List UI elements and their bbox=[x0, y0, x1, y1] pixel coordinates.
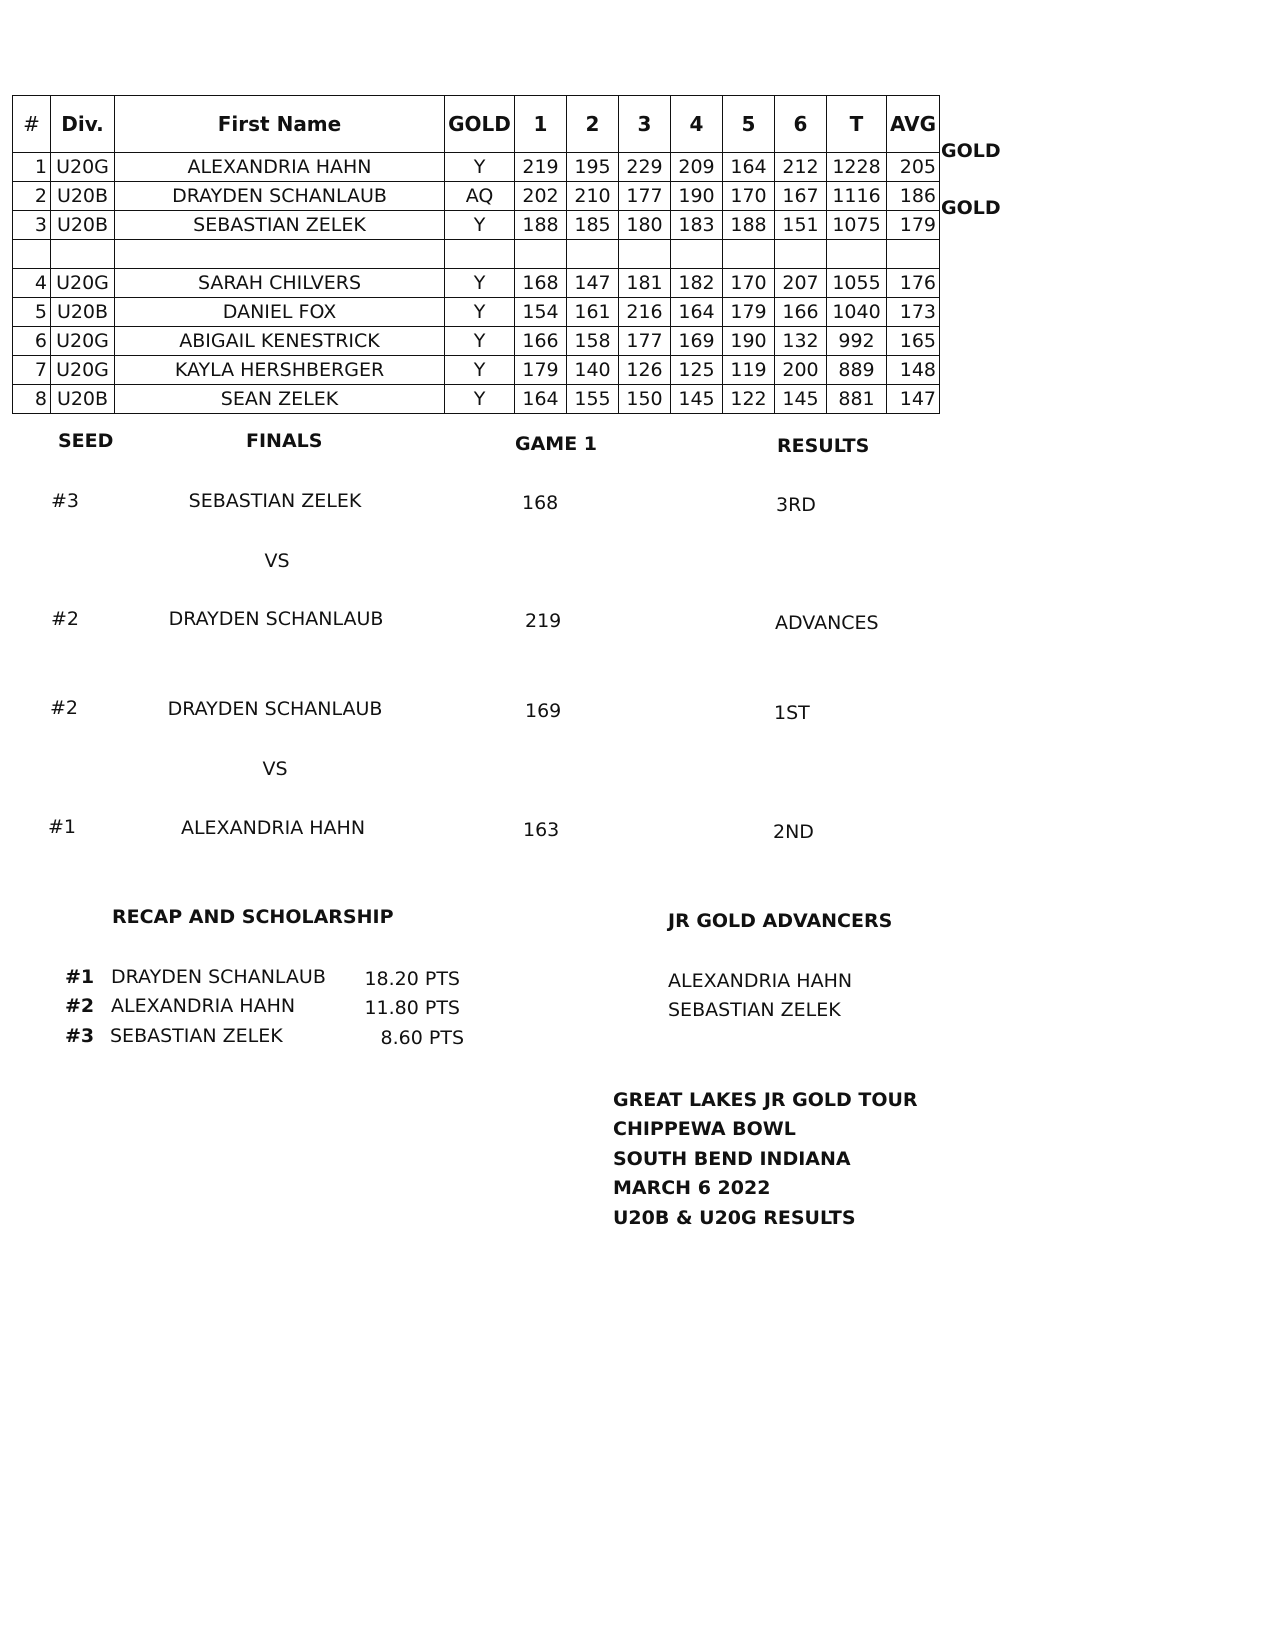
table-row bbox=[13, 356, 940, 385]
row-total: 1116 bbox=[827, 182, 887, 211]
advancer-1: ALEXANDRIA HAHN bbox=[668, 970, 853, 992]
row-total: 889 bbox=[827, 356, 887, 385]
row-avg: 148 bbox=[887, 356, 940, 385]
row-game-1: 188 bbox=[515, 211, 567, 240]
recap-pts-3: 8.60 PTS bbox=[380, 1027, 464, 1049]
row-name: ABIGAIL KENESTRICK bbox=[115, 327, 445, 356]
row-game-6: 200 bbox=[775, 356, 827, 385]
match1-b-score: 219 bbox=[525, 610, 562, 632]
row-game-3: 150 bbox=[619, 385, 671, 414]
row-avg: 186 bbox=[887, 182, 940, 211]
row-avg: 173 bbox=[887, 298, 940, 327]
match2-vs: VS bbox=[262, 758, 288, 780]
header-num: # bbox=[13, 96, 51, 153]
row-game-5: 190 bbox=[723, 327, 775, 356]
row-num: 3 bbox=[13, 211, 51, 240]
recap-rank-3: #3 bbox=[65, 1025, 95, 1047]
recap-name-2: ALEXANDRIA HAHN bbox=[111, 995, 296, 1017]
row-total: 1075 bbox=[827, 211, 887, 240]
row-name: DRAYDEN SCHANLAUB bbox=[115, 182, 445, 211]
match1-a-seed: #3 bbox=[51, 490, 80, 512]
table-row bbox=[13, 385, 940, 414]
event-line-4: MARCH 6 2022 bbox=[613, 1177, 771, 1199]
row-game-1: 168 bbox=[515, 269, 567, 298]
row-name: ALEXANDRIA HAHN bbox=[115, 153, 445, 182]
row-gold: Y bbox=[445, 327, 515, 356]
match1-a-result: 3RD bbox=[776, 494, 816, 516]
row-total: 1228 bbox=[827, 153, 887, 182]
match1-a-score: 168 bbox=[522, 492, 559, 514]
blank-cell bbox=[13, 240, 51, 269]
row-div: U20B bbox=[51, 211, 115, 240]
match2-a-result: 1ST bbox=[774, 702, 810, 724]
row-game-6: 151 bbox=[775, 211, 827, 240]
table-row bbox=[13, 153, 940, 182]
row-name: KAYLA HERSHBERGER bbox=[115, 356, 445, 385]
row-div: U20B bbox=[51, 298, 115, 327]
row-avg: 176 bbox=[887, 269, 940, 298]
match2-b-name: ALEXANDRIA HAHN bbox=[180, 817, 366, 839]
blank-cell bbox=[775, 240, 827, 269]
row-game-1: 219 bbox=[515, 153, 567, 182]
row-name: SEAN ZELEK bbox=[115, 385, 445, 414]
row-game-1: 179 bbox=[515, 356, 567, 385]
event-line-1: GREAT LAKES JR GOLD TOUR bbox=[613, 1089, 918, 1111]
row-game-2: 155 bbox=[567, 385, 619, 414]
match2-a-score: 169 bbox=[525, 700, 562, 722]
row-gold: Y bbox=[445, 269, 515, 298]
row-game-4: 164 bbox=[671, 298, 723, 327]
row-game-2: 140 bbox=[567, 356, 619, 385]
row-game-1: 154 bbox=[515, 298, 567, 327]
recap-title: RECAP AND SCHOLARSHIP bbox=[112, 906, 394, 928]
row-gold: Y bbox=[445, 356, 515, 385]
row-game-3: 126 bbox=[619, 356, 671, 385]
blank-row bbox=[13, 240, 940, 269]
match2-a-name: DRAYDEN SCHANLAUB bbox=[167, 698, 383, 720]
row-game-1: 164 bbox=[515, 385, 567, 414]
table-row bbox=[13, 298, 940, 327]
row-game-2: 195 bbox=[567, 153, 619, 182]
row-num: 8 bbox=[13, 385, 51, 414]
row-game-4: 190 bbox=[671, 182, 723, 211]
row-game-4: 183 bbox=[671, 211, 723, 240]
recap-rank-2: #2 bbox=[65, 995, 95, 1017]
row-avg: 179 bbox=[887, 211, 940, 240]
row-game-2: 161 bbox=[567, 298, 619, 327]
recap-name-3: SEBASTIAN ZELEK bbox=[110, 1025, 283, 1047]
blank-cell bbox=[445, 240, 515, 269]
header-avg: AVG bbox=[887, 96, 940, 153]
row-game-2: 210 bbox=[567, 182, 619, 211]
row-game-1: 166 bbox=[515, 327, 567, 356]
header-game-5: 5 bbox=[723, 96, 775, 153]
row-game-3: 177 bbox=[619, 327, 671, 356]
event-line-3: SOUTH BEND INDIANA bbox=[613, 1148, 851, 1170]
row-game-5: 179 bbox=[723, 298, 775, 327]
table-row bbox=[13, 327, 940, 356]
blank-cell bbox=[887, 240, 940, 269]
row-avg: 205 bbox=[887, 153, 940, 182]
header-game-3: 3 bbox=[619, 96, 671, 153]
row-game-1: 202 bbox=[515, 182, 567, 211]
blank-cell bbox=[827, 240, 887, 269]
row-avg: 165 bbox=[887, 327, 940, 356]
row-game-3: 216 bbox=[619, 298, 671, 327]
row-avg: 147 bbox=[887, 385, 940, 414]
row-game-4: 169 bbox=[671, 327, 723, 356]
row-div: U20B bbox=[51, 385, 115, 414]
row-name: SEBASTIAN ZELEK bbox=[115, 211, 445, 240]
header-gold: GOLD bbox=[445, 96, 515, 153]
row-num: 6 bbox=[13, 327, 51, 356]
row-game-5: 170 bbox=[723, 269, 775, 298]
header-div: Div. bbox=[51, 96, 115, 153]
row-name: DANIEL FOX bbox=[115, 298, 445, 327]
row-game-5: 164 bbox=[723, 153, 775, 182]
match1-b-result: ADVANCES bbox=[775, 612, 879, 634]
row-num: 4 bbox=[13, 269, 51, 298]
row-total: 1055 bbox=[827, 269, 887, 298]
table-row bbox=[13, 211, 940, 240]
row-game-4: 182 bbox=[671, 269, 723, 298]
row-total: 881 bbox=[827, 385, 887, 414]
row-div: U20G bbox=[51, 327, 115, 356]
match2-b-result: 2ND bbox=[773, 821, 814, 843]
header-total: T bbox=[827, 96, 887, 153]
row-game-3: 181 bbox=[619, 269, 671, 298]
row-game-2: 158 bbox=[567, 327, 619, 356]
row-game-6: 145 bbox=[775, 385, 827, 414]
row-game-6: 207 bbox=[775, 269, 827, 298]
row-game-6: 132 bbox=[775, 327, 827, 356]
event-line-2: CHIPPEWA BOWL bbox=[613, 1118, 796, 1140]
row-game-3: 177 bbox=[619, 182, 671, 211]
event-line-5: U20B & U20G RESULTS bbox=[613, 1207, 856, 1229]
match1-b-name: DRAYDEN SCHANLAUB bbox=[168, 608, 384, 630]
game-1-header: GAME 1 bbox=[515, 433, 598, 455]
advancers-title: JR GOLD ADVANCERS bbox=[668, 910, 893, 932]
row-num: 2 bbox=[13, 182, 51, 211]
recap-rank-1: #1 bbox=[65, 966, 95, 988]
row-total: 992 bbox=[827, 327, 887, 356]
row-num: 5 bbox=[13, 298, 51, 327]
row-gold: Y bbox=[445, 298, 515, 327]
recap-pts-1: 18.20 PTS bbox=[364, 968, 460, 990]
results-header: RESULTS bbox=[777, 435, 870, 457]
blank-cell bbox=[51, 240, 115, 269]
recap-name-1: DRAYDEN SCHANLAUB bbox=[111, 966, 326, 988]
row-gold: Y bbox=[445, 385, 515, 414]
row-game-5: 122 bbox=[723, 385, 775, 414]
header-game-1: 1 bbox=[515, 96, 567, 153]
table-row bbox=[13, 269, 940, 298]
blank-cell bbox=[619, 240, 671, 269]
row-game-2: 185 bbox=[567, 211, 619, 240]
row-div: U20G bbox=[51, 356, 115, 385]
gold-tag: GOLD bbox=[941, 140, 1001, 162]
row-name: SARAH CHILVERS bbox=[115, 269, 445, 298]
row-game-3: 180 bbox=[619, 211, 671, 240]
row-game-5: 188 bbox=[723, 211, 775, 240]
blank-cell bbox=[515, 240, 567, 269]
row-total: 1040 bbox=[827, 298, 887, 327]
row-game-3: 229 bbox=[619, 153, 671, 182]
match1-a-name: SEBASTIAN ZELEK bbox=[188, 490, 362, 512]
row-game-2: 147 bbox=[567, 269, 619, 298]
row-game-6: 212 bbox=[775, 153, 827, 182]
row-game-4: 209 bbox=[671, 153, 723, 182]
row-game-4: 145 bbox=[671, 385, 723, 414]
table-row bbox=[13, 182, 940, 211]
row-gold: Y bbox=[445, 211, 515, 240]
row-game-6: 166 bbox=[775, 298, 827, 327]
blank-cell bbox=[115, 240, 445, 269]
blank-cell bbox=[567, 240, 619, 269]
finals-header: FINALS bbox=[246, 430, 323, 452]
header-row bbox=[13, 96, 940, 153]
header-first-name: First Name bbox=[115, 96, 445, 153]
gold-tag: GOLD bbox=[941, 197, 1001, 219]
match2-a-seed: #2 bbox=[50, 697, 79, 719]
row-num: 1 bbox=[13, 153, 51, 182]
recap-pts-2: 11.80 PTS bbox=[364, 997, 460, 1019]
advancer-2: SEBASTIAN ZELEK bbox=[668, 999, 841, 1021]
row-game-5: 170 bbox=[723, 182, 775, 211]
header-game-4: 4 bbox=[671, 96, 723, 153]
seed-header: SEED bbox=[58, 430, 114, 452]
row-gold: AQ bbox=[445, 182, 515, 211]
header-game-2: 2 bbox=[567, 96, 619, 153]
row-div: U20G bbox=[51, 153, 115, 182]
row-game-4: 125 bbox=[671, 356, 723, 385]
match2-b-seed: #1 bbox=[48, 816, 77, 838]
match2-b-score: 163 bbox=[523, 819, 560, 841]
header-game-6: 6 bbox=[775, 96, 827, 153]
blank-cell bbox=[723, 240, 775, 269]
row-num: 7 bbox=[13, 356, 51, 385]
match1-b-seed: #2 bbox=[51, 608, 80, 630]
blank-cell bbox=[671, 240, 723, 269]
row-game-6: 167 bbox=[775, 182, 827, 211]
results-table bbox=[12, 95, 940, 414]
row-gold: Y bbox=[445, 153, 515, 182]
match1-vs: VS bbox=[264, 550, 290, 572]
row-div: U20B bbox=[51, 182, 115, 211]
row-div: U20G bbox=[51, 269, 115, 298]
row-game-5: 119 bbox=[723, 356, 775, 385]
